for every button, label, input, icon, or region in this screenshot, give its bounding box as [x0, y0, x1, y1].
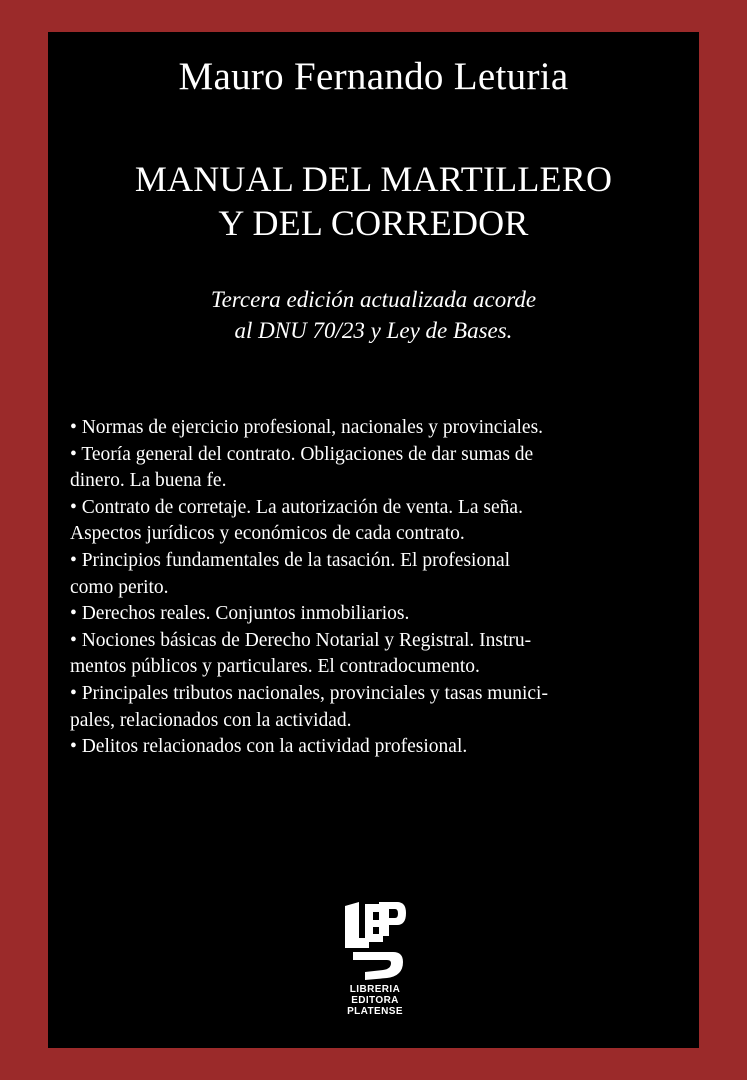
edition-subtitle: [48, 284, 699, 346]
list-item-line: • Normas de ejercicio profesional, nacionales y provinciales.: [70, 417, 544, 438]
edition-subtitle-line: al DNU 70/23 y Ley de Bases.: [234, 318, 513, 343]
list-item-line: mentos públicos y particulares. El contradocumento.: [70, 656, 480, 678]
list-item-line: • Contrato de corretaje. La autorización de venta. La seña.: [70, 496, 523, 518]
list-item: [70, 628, 680, 681]
list-item: [70, 601, 680, 628]
list-item-line: Aspectos jurídicos y económicos de cada contrato.: [70, 523, 465, 545]
book-cover-panel: [48, 32, 699, 1048]
book-title: [48, 157, 699, 245]
list-item: [70, 548, 680, 601]
author-name: Mauro Fernando Leturia: [178, 55, 569, 98]
book-title-line: Y DEL CORREDOR: [218, 203, 529, 243]
list-item: [70, 415, 680, 442]
list-item-line: • Principios fundamentales de la tasación. El profesional: [70, 549, 511, 571]
list-item: [70, 681, 680, 734]
publisher-name-line: EDITORA: [351, 995, 399, 1006]
publisher-name: [330, 984, 420, 1017]
list-item-line: • Principales tributos nacionales, provinciales y tasas munici-: [70, 682, 548, 704]
lep-logo-icon: [343, 900, 407, 982]
list-item: [70, 442, 680, 495]
publisher-name-line: PLATENSE: [347, 1006, 403, 1017]
list-item-line: • Nociones básicas de Derecho Notarial y Registral. Instru-: [70, 629, 532, 651]
list-item-line: • Delitos relacionados con la actividad profesional.: [70, 736, 468, 758]
list-item-line: dinero. La buena fe.: [70, 470, 227, 492]
list-item-line: pales, relacionados con la actividad.: [70, 709, 352, 731]
publisher-name-line: LIBRERIA: [349, 984, 401, 995]
list-item: [70, 495, 680, 548]
publisher-logo: [330, 900, 420, 1028]
list-item: [70, 734, 680, 761]
list-item-line: • Teoría general del contrato. Obligaciones de dar sumas de: [70, 443, 534, 465]
book-title-line: MANUAL DEL MARTILLERO: [134, 159, 613, 199]
edition-subtitle-line: Tercera edición actualizada acorde: [210, 287, 537, 312]
list-item-line: • Derechos reales. Conjuntos inmobiliarios.: [70, 603, 410, 625]
list-item-line: como perito.: [70, 576, 169, 598]
contents-list: [70, 415, 680, 761]
